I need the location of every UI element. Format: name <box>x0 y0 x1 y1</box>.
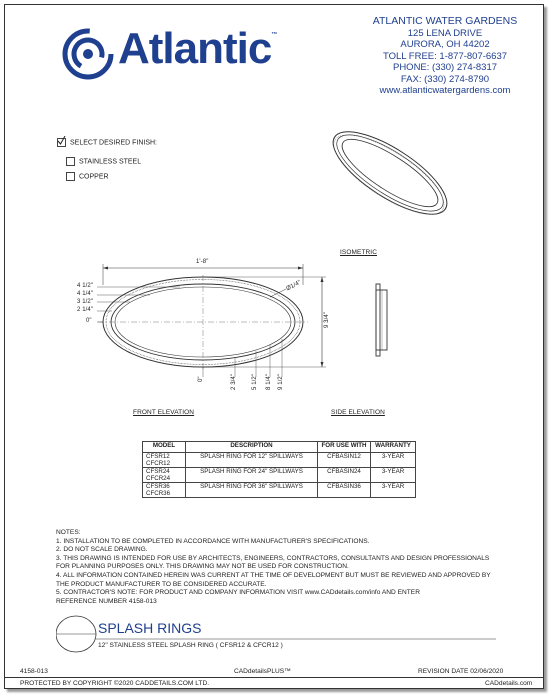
copper-checkbox[interactable] <box>66 172 75 181</box>
front-elevation-label: FRONT ELEVATION <box>133 409 195 416</box>
revision-date: REVISION DATE 02/06/2020 <box>418 668 504 675</box>
logo-text: Atlantic <box>118 24 272 73</box>
note-line: FOR PLANNING PURPOSES ONLY. THIS DRAWING MAY NOT BE USED FOR CONSTRUCTION. <box>56 563 349 571</box>
col-model: MODEL <box>143 442 186 453</box>
model-code: CFCR24 <box>146 475 171 482</box>
stainless-checkbox[interactable] <box>66 157 75 166</box>
drawing-title: SPLASH RINGS <box>98 620 202 636</box>
company-info <box>360 16 530 97</box>
isometric-label: ISOMETRIC <box>340 249 378 256</box>
left-dim-0: 4 1/2" <box>77 283 94 289</box>
finish-option-copper[interactable] <box>66 172 109 181</box>
left-dim-2: 3 1/2" <box>77 299 94 305</box>
cell-use-with: CFBASIN36 <box>318 483 371 498</box>
cell-description: SPLASH RING FOR 12" SPILLWAYS <box>186 453 318 468</box>
model-code: CFCR12 <box>146 460 171 467</box>
model-code: CFSR36 <box>146 483 170 490</box>
cell-description: SPLASH RING FOR 24" SPILLWAYS <box>186 468 318 483</box>
side-elevation-label: SIDE ELEVATION <box>331 409 385 416</box>
bottom-dim-0: 0" <box>198 376 204 382</box>
cell-model <box>143 468 186 483</box>
copyright-text: PROTECTED BY COPYRIGHT ©2020 CADDETAILS.COM LTD. <box>20 680 210 687</box>
table-header-row <box>143 442 416 453</box>
brand-label: CADdetailsPLUS™ <box>234 668 291 675</box>
cell-use-with: CFBASIN24 <box>318 468 371 483</box>
model-code: CFCR36 <box>146 490 171 497</box>
company-website[interactable]: www.atlanticwatergardens.com <box>379 85 511 96</box>
finish-heading-checkbox[interactable] <box>57 138 66 147</box>
left-dim-4: 0" <box>86 318 92 324</box>
cell-description: SPLASH RING FOR 36" SPILLWAYS <box>186 483 318 498</box>
atlantic-logo-icon <box>62 28 114 80</box>
left-dim-1: 4 1/4" <box>77 291 94 297</box>
diameter-dimension: Ø1/4" <box>285 279 303 293</box>
note-line: THE PRODUCT MANUFACTURER TO BE CONSIDERED ACCURATE. <box>56 580 267 588</box>
cell-use-with: CFBASIN12 <box>318 453 371 468</box>
isometric-view <box>320 118 460 228</box>
left-dim-3: 2 1/4" <box>77 307 94 313</box>
cell-warranty: 3-YEAR <box>371 453 416 468</box>
side-elevation <box>370 280 400 360</box>
cell-model <box>143 453 186 468</box>
company-phone: PHONE: (330) 274-8317 <box>392 62 498 73</box>
finish-heading-label: SELECT DESIRED FINISH: <box>70 139 158 147</box>
model-table <box>142 441 416 498</box>
drawing-subtitle: 12" STAINLESS STEEL SPLASH RING ( CFSR12 & CFCR12 ) <box>98 642 283 649</box>
site-link[interactable]: CADdetails.com <box>485 680 533 687</box>
notes-block <box>56 529 491 606</box>
company-address1: 125 LENA DRIVE <box>407 27 483 39</box>
finish-heading <box>57 138 157 147</box>
height-dimension: 9 3/4" <box>324 311 331 329</box>
notes-heading: NOTES: <box>56 529 81 536</box>
table-row <box>143 468 416 483</box>
copper-label: COPPER <box>79 173 109 181</box>
finish-option-stainless[interactable] <box>66 157 141 166</box>
front-elevation <box>60 255 350 405</box>
bottom-dim-4: 9 1/2" <box>278 373 284 390</box>
note-line: 2. DO NOT SCALE DRAWING. <box>56 546 148 554</box>
col-description: DESCRIPTION <box>186 442 318 453</box>
model-code: CFSR12 <box>146 453 170 460</box>
note-line: 1. INSTALLATION TO BE COMPLETED IN ACCORDANCE WITH MANUFACTURER'S SPECIFICATIONS. <box>56 537 370 545</box>
company-fax: FAX: (330) 274-8790 <box>400 73 490 85</box>
reference-number: 4158-013 <box>20 668 48 675</box>
width-dimension: 1'-8" <box>196 259 209 265</box>
company-name: ATLANTIC WATER GARDENS <box>372 15 518 27</box>
cell-warranty: 3-YEAR <box>371 483 416 498</box>
bottom-dim-3: 8 1/4" <box>266 373 272 390</box>
table-row <box>143 483 416 498</box>
logo-wordmark <box>118 24 276 74</box>
table-row <box>143 453 416 468</box>
company-address2: AURORA, OH 44202 <box>400 39 490 50</box>
cell-model <box>143 483 186 498</box>
cell-warranty: 3-YEAR <box>371 468 416 483</box>
note-line: 4. ALL INFORMATION CONTAINED HEREIN WAS CURRENT AT THE TIME OF DEVELOPMENT BUT MUST BE REVIEWED AND APPROVED BY <box>56 571 491 579</box>
model-code: CFSR24 <box>146 468 170 475</box>
note-line: REFERENCE NUMBER 4158-013 <box>56 597 157 605</box>
footer-divider <box>4 677 543 678</box>
company-tollfree: TOLL FREE: 1-877-807-6637 <box>382 50 508 62</box>
col-use-with: FOR USE WITH <box>318 442 371 453</box>
bottom-dim-1: 2 3/4" <box>231 373 237 390</box>
checkmark-icon <box>57 136 66 145</box>
stainless-label: STAINLESS STEEL <box>79 158 142 166</box>
note-line: 5. CONTRACTOR'S NOTE: FOR PRODUCT AND COMPANY INFORMATION VISIT www.CADdetails.com/info AND ENTER <box>56 589 420 597</box>
logo-tm: ™ <box>271 32 277 38</box>
note-line: 3. THIS DRAWING IS INTENDED FOR USE BY ARCHITECTS, ENGINEERS, CONTRACTORS, CONSULTANTS AND DESIGN PROFESSIONALS <box>56 554 490 562</box>
bottom-dim-2: 5 1/2" <box>252 373 258 390</box>
col-warranty: WARRANTY <box>371 442 416 453</box>
